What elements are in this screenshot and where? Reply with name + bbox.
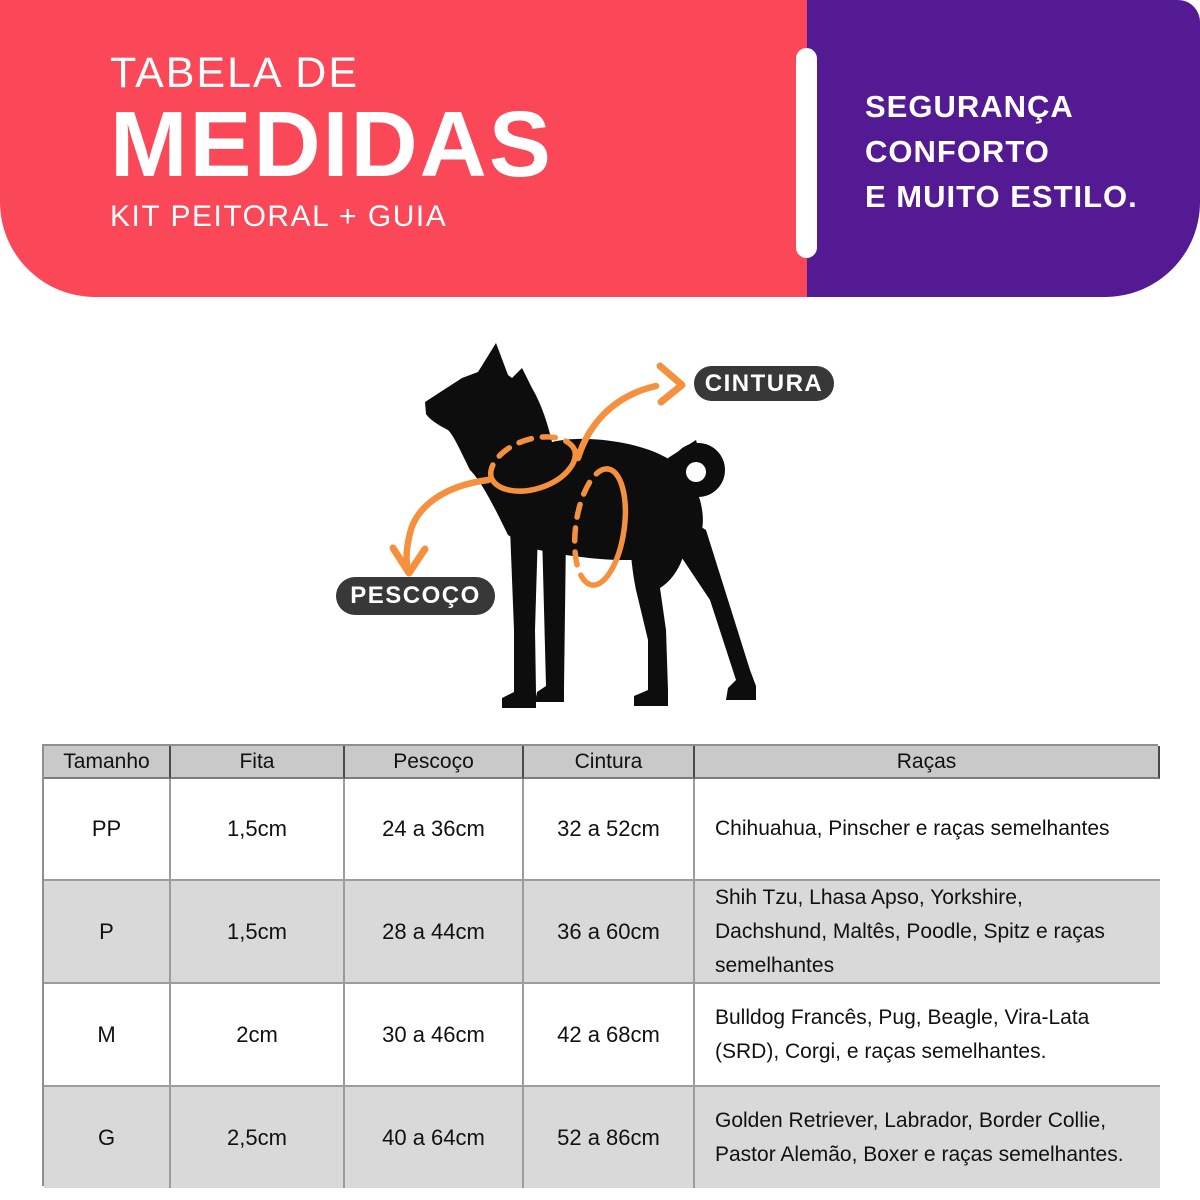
cell-size: M xyxy=(44,984,171,1087)
cell-size: G xyxy=(44,1087,171,1188)
tagline-block xyxy=(865,84,1138,219)
tagline-line1: SEGURANÇA xyxy=(865,89,1074,124)
cell-cintura: 36 a 60cm xyxy=(524,881,695,984)
cell-pescoco: 40 a 64cm xyxy=(345,1087,524,1188)
tail-curl-hole xyxy=(686,462,706,482)
cell-pescoco: 28 a 44cm xyxy=(345,881,524,984)
cell-size: PP xyxy=(44,779,171,881)
cell-racas: Bulldog Francês, Pug, Beagle, Vira-Lata (SRD), Corgi, e raças semelhantes. xyxy=(695,984,1160,1087)
col-header-racas: Raças xyxy=(695,746,1160,779)
col-header-pescoco: Pescoço xyxy=(345,746,524,779)
col-header-fita: Fita xyxy=(171,746,345,779)
page-title: MEDIDAS xyxy=(110,92,553,197)
tagline-line3: E MUITO ESTILO. xyxy=(865,179,1138,214)
cell-racas: Golden Retriever, Labrador, Border Collie, Pastor Alemão, Boxer e raças semelhantes. xyxy=(695,1087,1160,1188)
pescoco-arrow-icon xyxy=(393,480,488,573)
banner-divider-bar xyxy=(796,48,817,258)
cell-cintura: 52 a 86cm xyxy=(524,1087,695,1188)
title-kicker: TABELA DE xyxy=(110,49,360,97)
cell-fita: 2,5cm xyxy=(171,1087,345,1188)
cell-fita: 1,5cm xyxy=(171,779,345,881)
cell-pescoco: 24 a 36cm xyxy=(345,779,524,881)
cell-cintura: 42 a 68cm xyxy=(524,984,695,1087)
cintura-label-text: CINTURA xyxy=(704,369,824,397)
pescoco-label-text: PESCOÇO xyxy=(350,582,481,609)
cell-pescoco: 30 a 46cm xyxy=(345,984,524,1087)
cell-racas: Chihuahua, Pinscher e raças semelhantes xyxy=(695,779,1160,881)
cintura-label-badge xyxy=(694,366,834,401)
pescoco-label-badge xyxy=(336,577,495,615)
size-table xyxy=(42,744,1158,1186)
cell-fita: 1,5cm xyxy=(171,881,345,984)
col-header-tamanho: Tamanho xyxy=(44,746,171,779)
cell-fita: 2cm xyxy=(171,984,345,1087)
cell-size: P xyxy=(44,881,171,984)
title-block xyxy=(110,50,553,234)
col-header-cintura: Cintura xyxy=(524,746,695,779)
title-subtitle: KIT PEITORAL + GUIA xyxy=(110,200,448,234)
tagline-line2: CONFORTO xyxy=(865,134,1050,169)
cell-cintura: 32 a 52cm xyxy=(524,779,695,881)
cell-racas: Shih Tzu, Lhasa Apso, Yorkshire, Dachshund, Maltês, Poodle, Spitz e raças semelhantes xyxy=(695,881,1160,984)
